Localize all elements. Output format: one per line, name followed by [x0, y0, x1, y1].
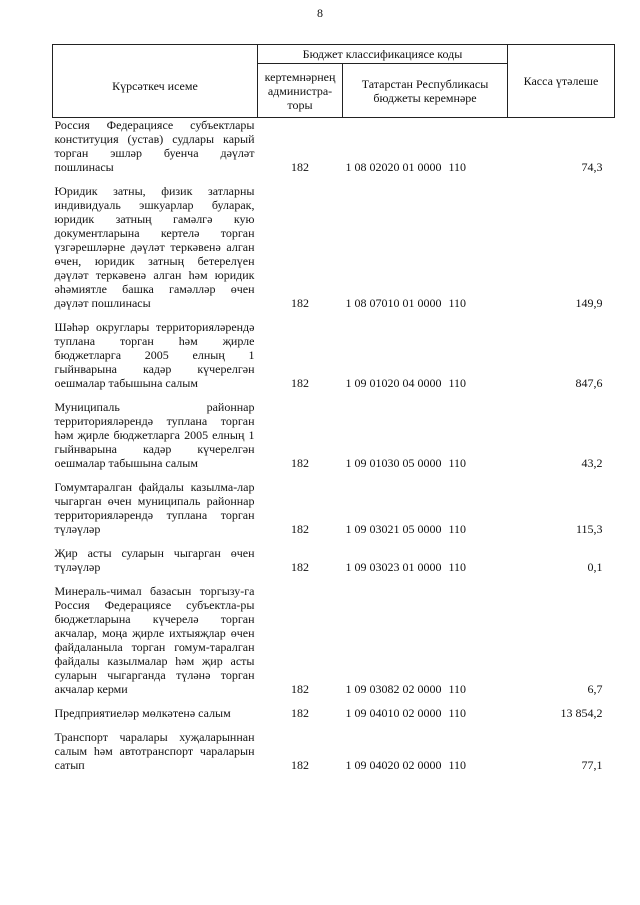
budget-codes-header: Бюджет классификациясе коды	[258, 45, 508, 64]
revenue-type-code: 110	[448, 682, 467, 696]
indicator-name: Россия Федерациясе субъектлары конституция (устав) судлары карый торган эшләр буенча дәүләт пошлинасы	[54, 118, 255, 174]
table-row	[53, 184, 615, 320]
indicator-name: Транспорт чаралары хуҗаларыннан салым һәм автотранспорт чараларын сатып	[54, 730, 255, 772]
revenue-type-code: 110	[448, 706, 467, 720]
admin-code: 182	[291, 160, 309, 174]
revenue-type-code: 110	[448, 160, 467, 174]
revenue-code	[343, 118, 508, 185]
classification-code: 1 09 01030 05 0000	[345, 456, 442, 470]
cash-amount: 43,2	[581, 456, 603, 470]
classification-code: 1 09 04010 02 0000	[345, 706, 442, 720]
revenue-code	[343, 706, 508, 730]
classification-code: 1 09 03021 05 0000	[345, 522, 442, 536]
cash-amount: 0,1	[587, 560, 603, 574]
table-row	[53, 480, 615, 546]
cash-amount: 77,1	[581, 758, 603, 772]
revenue-header: Татарстан Республикасы бюджеты керемнәре	[343, 64, 508, 118]
indicator-name: Предприятиеләр мөлкәтенә салым	[54, 706, 231, 720]
indicator-name: Минераль-чимал базасын торгызу-га Россия Федерациясе субъектла-ры бюджетларына күчерелә торган акчалар, моңа җирле ихтыяҗлар өчен файдаланыла торган гомум-таралган файдалы казылмалар һәм җир асты суларын чыгарганда түләнә торган акчалар керми	[54, 584, 255, 696]
table-body	[53, 118, 615, 773]
revenue-code	[343, 730, 508, 772]
indicator-name: Җир асты суларын чыгарган өчен түләүләр	[54, 546, 255, 574]
admin-code: 182	[291, 758, 309, 772]
classification-code: 1 08 07010 01 0000	[345, 296, 442, 310]
table-row	[53, 118, 615, 185]
revenue-type-code: 110	[448, 296, 467, 310]
revenue-code	[343, 584, 508, 706]
cash-amount: 149,9	[575, 296, 603, 310]
indicator-name: Муниципаль районнар территорияләрендә туплана торган һәм җирле бюджетларга 2005 елның 1 гыйнварына кадәр күчерелгән оешмалар табышына салым	[54, 400, 255, 470]
indicator-name: Шәһәр округлары территорияләрендә туплана торган һәм җирле бюджетларга 2005 елның 1 гыйнварына кадәр күчерелгән оешмалар табышына салым	[54, 320, 255, 390]
revenue-type-code: 110	[448, 456, 467, 470]
admin-code: 182	[291, 296, 309, 310]
revenue-code	[343, 400, 508, 480]
table-row	[53, 400, 615, 480]
admin-header: кертемнәрнең администра-торы	[258, 64, 343, 118]
cash-amount: 115,3	[575, 522, 603, 536]
revenue-code	[343, 320, 508, 400]
classification-code: 1 08 02020 01 0000	[345, 160, 442, 174]
classification-code: 1 09 03023 01 0000	[345, 560, 442, 574]
classification-code: 1 09 04020 02 0000	[345, 758, 442, 772]
classification-code: 1 09 01020 04 0000	[345, 376, 442, 390]
revenue-type-code: 110	[448, 758, 467, 772]
classification-code: 1 09 03082 02 0000	[345, 682, 442, 696]
cash-amount: 847,6	[575, 376, 603, 390]
indicator-name: Гомумтаралган файдалы казылма-лар чыгарган өчен муниципаль районнар территорияләрендә туплана торган түләүләр	[54, 480, 255, 536]
revenue-code	[343, 546, 508, 584]
revenue-type-code: 110	[448, 560, 467, 574]
table-row	[53, 320, 615, 400]
cash-header: Касса үтәлеше	[508, 45, 615, 118]
admin-code: 182	[291, 706, 309, 720]
cash-amount: 74,3	[581, 160, 603, 174]
revenue-type-code: 110	[448, 376, 467, 390]
indicator-name: Юридик затны, физик затларны индивидуаль эшкуарлар буларак, юридик затның гамәлгә кую документларына кертелә торган үзгәрешләрне дәүләт теркәвенә алган өчен, юридик затның бетерелүен дәүләт теркәвенә алган һәм юридик әһәмиятле башка гамәлләр өчен дәүләт пошлинасы	[54, 184, 255, 310]
table-row	[53, 730, 615, 772]
table-row	[53, 706, 615, 730]
admin-code: 182	[291, 376, 309, 390]
admin-code: 182	[291, 560, 309, 574]
table-row	[53, 546, 615, 584]
cash-amount: 6,7	[587, 682, 603, 696]
cash-amount: 13 854,2	[560, 706, 603, 720]
revenue-code	[343, 184, 508, 320]
indicator-header: Күрсәткеч исеме	[53, 45, 258, 118]
revenue-code	[343, 480, 508, 546]
admin-code: 182	[291, 522, 309, 536]
admin-code: 182	[291, 682, 309, 696]
admin-code: 182	[291, 456, 309, 470]
table-row	[53, 584, 615, 706]
page-number: 8	[317, 6, 323, 20]
revenue-type-code: 110	[448, 522, 467, 536]
budget-table	[52, 44, 615, 772]
